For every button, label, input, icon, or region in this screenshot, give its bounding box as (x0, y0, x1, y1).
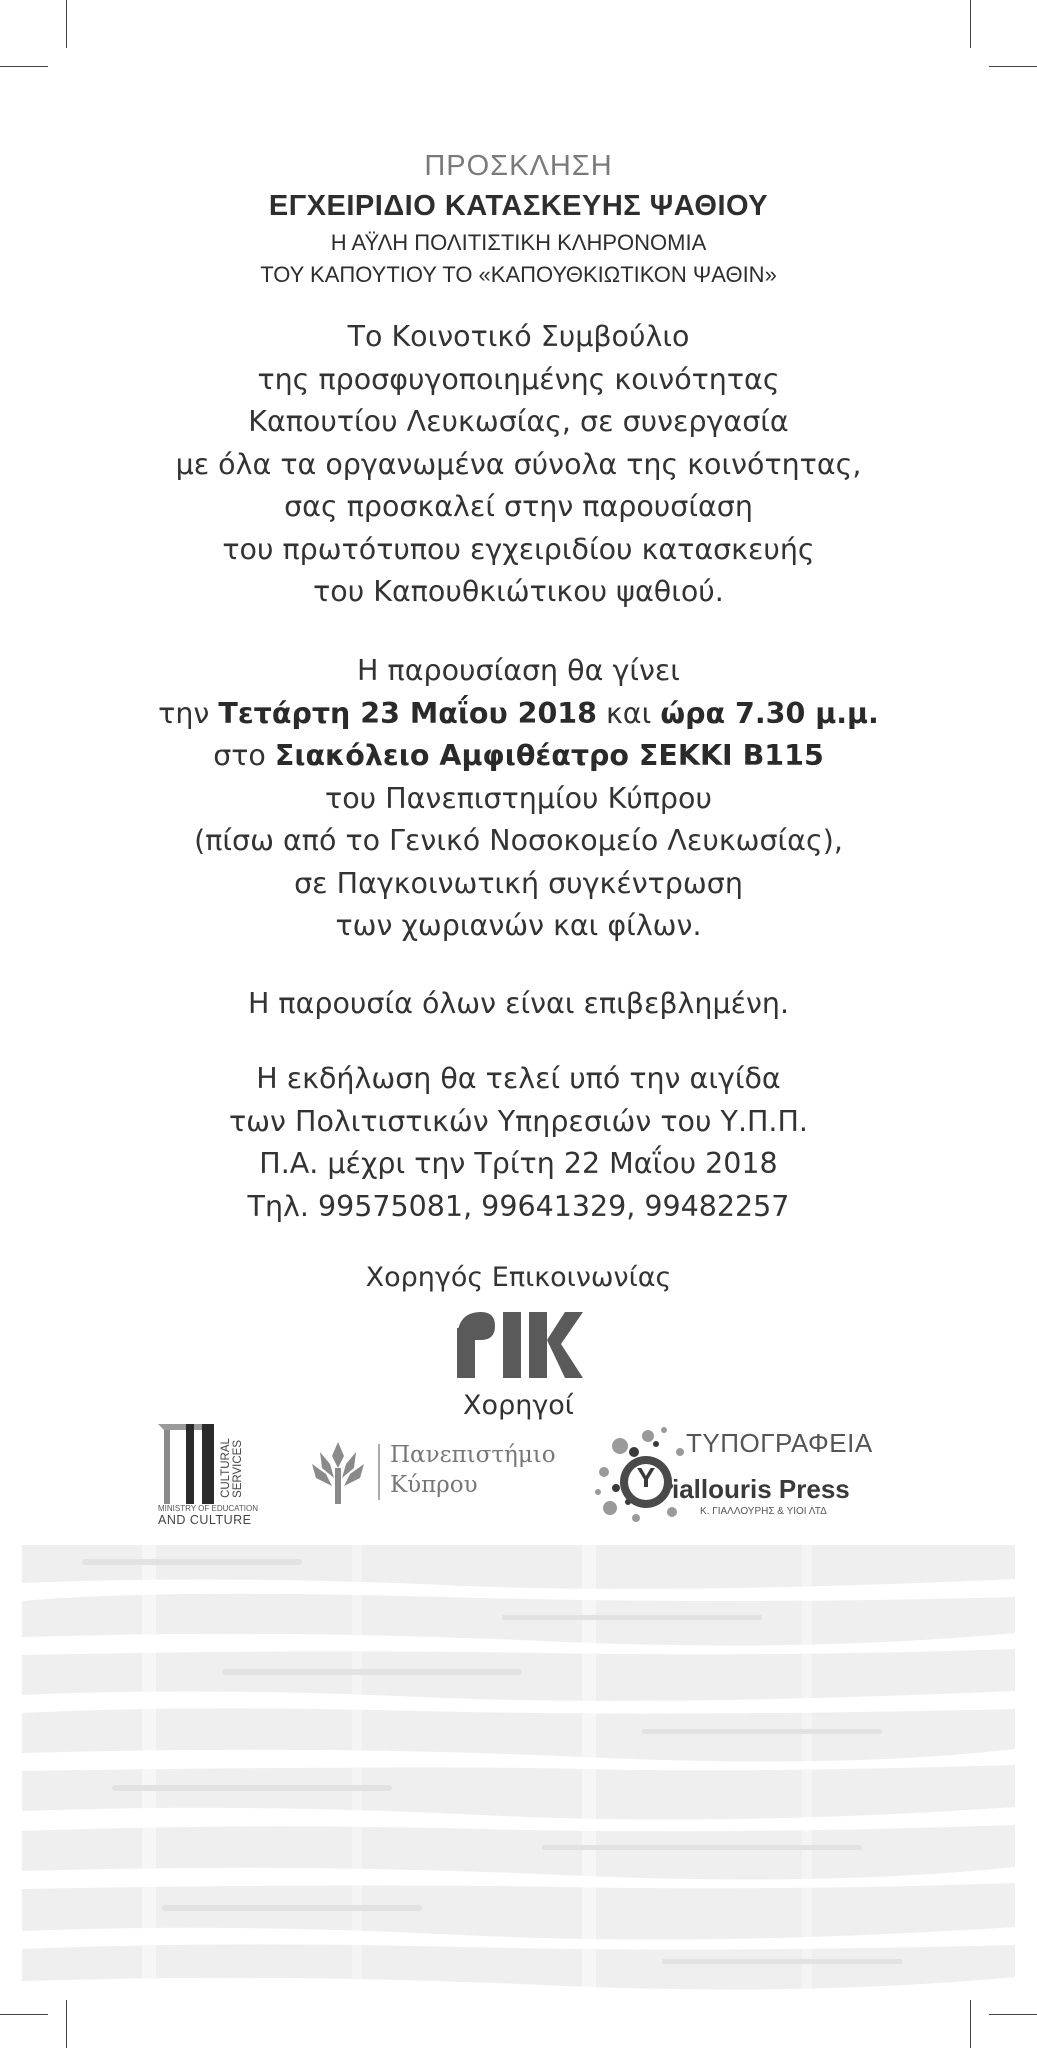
intro-line: του Καπουθκιώτικου ψαθιού. (313, 575, 724, 608)
auspices-line: Η εκδήλωση θα τελεί υπό την αιγίδα (256, 1062, 781, 1095)
event-paragraph (0, 650, 1037, 948)
intro-paragraph (0, 316, 1037, 614)
event-venue-line (0, 735, 1037, 778)
event-text: στο (213, 739, 275, 772)
event-line: του Πανεπιστημίου Κύπρου (325, 781, 712, 815)
intro-line: του πρωτότυπου εγχειριδίου κατασκευής (222, 532, 815, 566)
intro-line: Καπουτίου Λευκωσίας, σε συνεργασία (248, 405, 789, 438)
crop-mark-bottom-left-h (0, 2014, 48, 2015)
crop-mark-bottom-right-h (989, 2014, 1037, 2015)
crop-mark-top-left-h (0, 66, 48, 67)
invitation-kicker: ΠΡΟΣΚΛΗΣΗ (424, 150, 613, 182)
ministry-vertical-line2: SERVICES (231, 1439, 244, 1498)
intro-line: με όλα τα οργανωμένα σύνολα της κοινότητας, (175, 447, 862, 481)
ministry-vertical-line1: CULTURAL (219, 1438, 232, 1498)
ministry-caption-line1: MINISTRY OF EDUCATION (158, 1504, 259, 1513)
crop-mark-top-right-h (989, 66, 1037, 67)
event-date: Τετάρτη 23 Μαΐου 2018 (218, 696, 597, 730)
ministry-caption-line2: AND CULTURE (158, 1513, 252, 1527)
invitation-subtitle-line2: ΤΟΥ ΚΑΠΟΥΤΙΟΥ ΤΟ «ΚΑΠΟΥΘΚΙΩΤΙΚΟΝ ΨΑΘΙΝ» (260, 262, 777, 287)
event-datetime-line (0, 693, 1037, 736)
event-time: ώρα 7.30 μ.μ. (660, 696, 879, 730)
press-heading: ΤΥΠΟΓΡΑΦΕΙΑ (686, 1428, 873, 1458)
crop-mark-bottom-right (970, 2000, 971, 2048)
auspices-line: των Πολιτιστικών Υπηρεσιών του Υ.Π.Π. (229, 1104, 808, 1138)
event-line: (πίσω από το Γενικό Νοσοκομείο Λευκωσίας), (194, 824, 843, 857)
sponsors-label: Χορηγοί (463, 1390, 574, 1421)
attendance-note (0, 983, 1037, 1026)
crop-mark-bottom-left (66, 2000, 67, 2048)
press-brand-letter: Y (636, 1462, 656, 1493)
ministry-vertical-text (219, 1422, 258, 1506)
university-name-line1: Πανεπιστήμιο (390, 1442, 556, 1468)
intro-line: Το Κοινοτικό Συμβούλιο (347, 320, 690, 353)
event-line: Η παρουσίαση θα γίνει (357, 654, 680, 687)
iallouris-press-logo (590, 1422, 880, 1532)
rik-logo (455, 1310, 585, 1380)
straw-mat-texture (22, 1545, 1015, 2000)
university-tree-icon (310, 1440, 366, 1506)
university-cyprus-logo (310, 1440, 556, 1510)
auspices-paragraph (0, 1058, 1037, 1228)
invitation-title: ΕΓΧΕΙΡΙΔΙΟ ΚΑΤΑΣΚΕΥΗΣ ΨΑΘΙΟΥ (268, 190, 769, 222)
media-sponsor-label: Χορηγός Επικοινωνίας (365, 1262, 672, 1293)
intro-line: σας προσκαλεί στην παρουσίαση (284, 490, 753, 523)
invitation-subtitle-line1: Η ΑΫΛΗ ΠΟΛΙΤΙΣΤΙΚΗ ΚΛΗΡΟΝΟΜΙΑ (330, 230, 707, 255)
press-tagline: Κ. ΓΙΑΛΛΟΥΡΗΣ & ΥΙΟΙ ΛΤΔ (700, 1506, 827, 1517)
event-line: των χωριανών και φίλων. (335, 909, 702, 942)
auspices-line: Π.Α. μέχρι την Τρίτη 22 Μαΐου 2018 (259, 1147, 778, 1180)
intro-line: της προσφυγοποιημένης κοινότητας (257, 362, 780, 396)
university-divider (378, 1444, 380, 1500)
event-line: σε Παγκοινωτική συγκέντρωση (294, 866, 743, 900)
crop-mark-top-left (66, 0, 67, 48)
crop-mark-top-right (970, 0, 971, 48)
university-name-line2: Κύπρου (390, 1472, 478, 1498)
press-brand-name: iallouris Press (672, 1474, 850, 1504)
straw-mat-pattern (22, 1545, 1015, 2000)
ministry-culture-logo (150, 1420, 260, 1527)
contact-phones: Τηλ. 99575081, 99641329, 99482257 (247, 1189, 790, 1223)
event-text: την (158, 696, 219, 730)
attendance-text: Η παρουσία όλων είναι επιβεβλημένη. (247, 987, 790, 1020)
event-text: και (596, 696, 661, 730)
event-venue: Σιακόλειο Αμφιθέατρο ΣΕΚΚΙ Β115 (274, 739, 824, 772)
